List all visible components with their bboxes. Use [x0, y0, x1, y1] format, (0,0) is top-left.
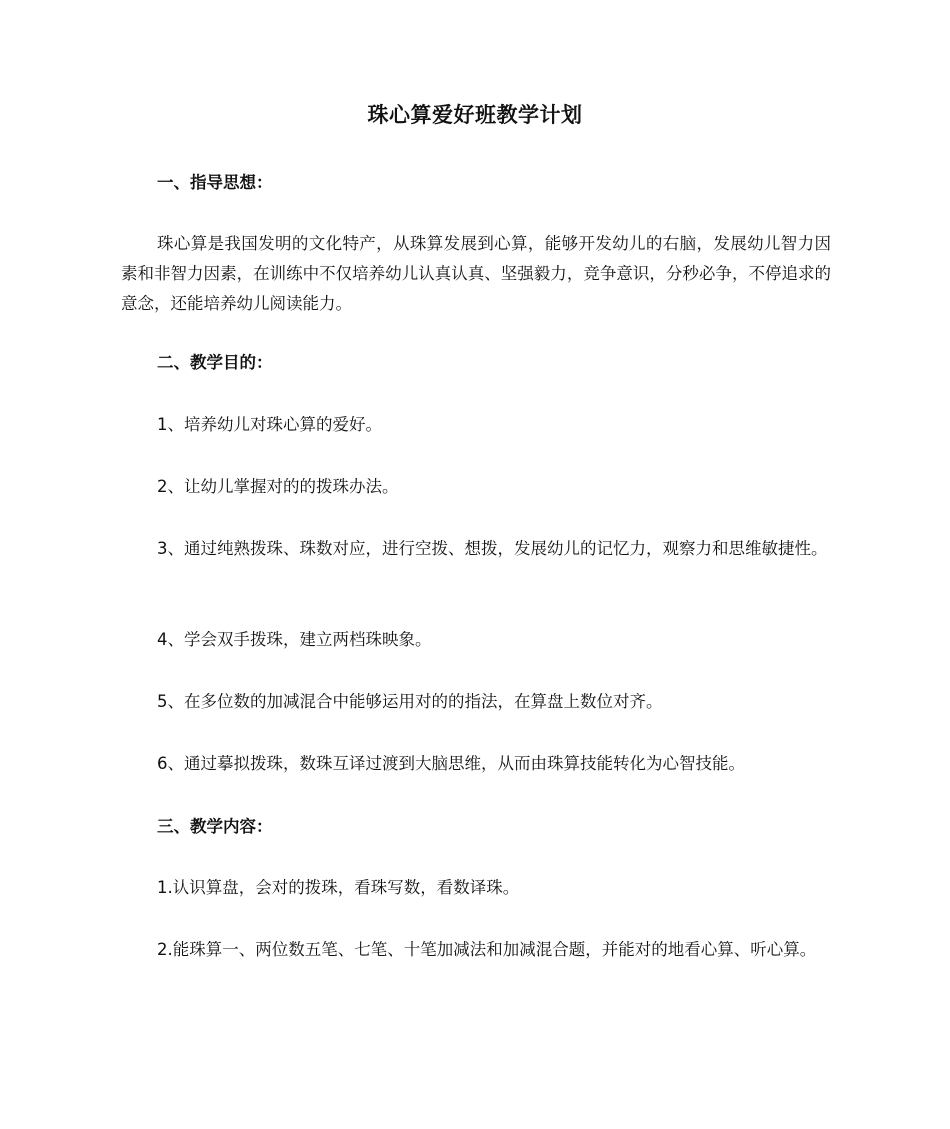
goal-item-1: 1、培养幼儿对珠心算的爱好。 [157, 415, 382, 434]
section-heading-teaching-content: 三、教学内容： [157, 817, 273, 836]
goal-item-2: 2、让幼儿掌握对的的拨珠办法。 [157, 477, 399, 496]
content-item-1: 1.认识算盘，会对的拨珠，看珠写数，看数译珠。 [157, 878, 520, 897]
section-heading-guiding-ideology: 一、指导思想： [157, 173, 273, 192]
section-heading-teaching-goals: 二、教学目的： [157, 353, 273, 372]
document-title: 珠心算爱好班教学计划 [367, 103, 583, 127]
goal-item-5: 5、在多位数的加减混合中能够运用对的的指法，在算盘上数位对齐。 [157, 692, 663, 711]
content-item-2: 2.能珠算一、两位数五笔、七笔、十笔加减法和加减混合题，并能对的地看心算、听心算。 [157, 940, 817, 959]
goal-item-3: 3、通过纯熟拨珠、珠数对应，进行空拨、想拨，发展幼儿的记忆力，观察力和思维敏捷性。 [157, 539, 828, 558]
goal-item-4: 4、学会双手拨珠，建立两档珠映象。 [157, 630, 432, 649]
goal-item-6: 6、通过摹拟拨珠，数珠互译过渡到大脑思维，从而由珠算技能转化为心智技能。 [157, 754, 745, 773]
paragraph-guiding-ideology: 珠心算是我国发明的文化特产，从珠算发展到心算，能够开发幼儿的右脑，发展幼儿智力因素和非智力因素，在训练中不仅培养幼儿认真认真、坚强毅力，竞争意识，分秒必争，不停追求的意念，还能培养幼儿阅读能力。 [121, 234, 831, 313]
